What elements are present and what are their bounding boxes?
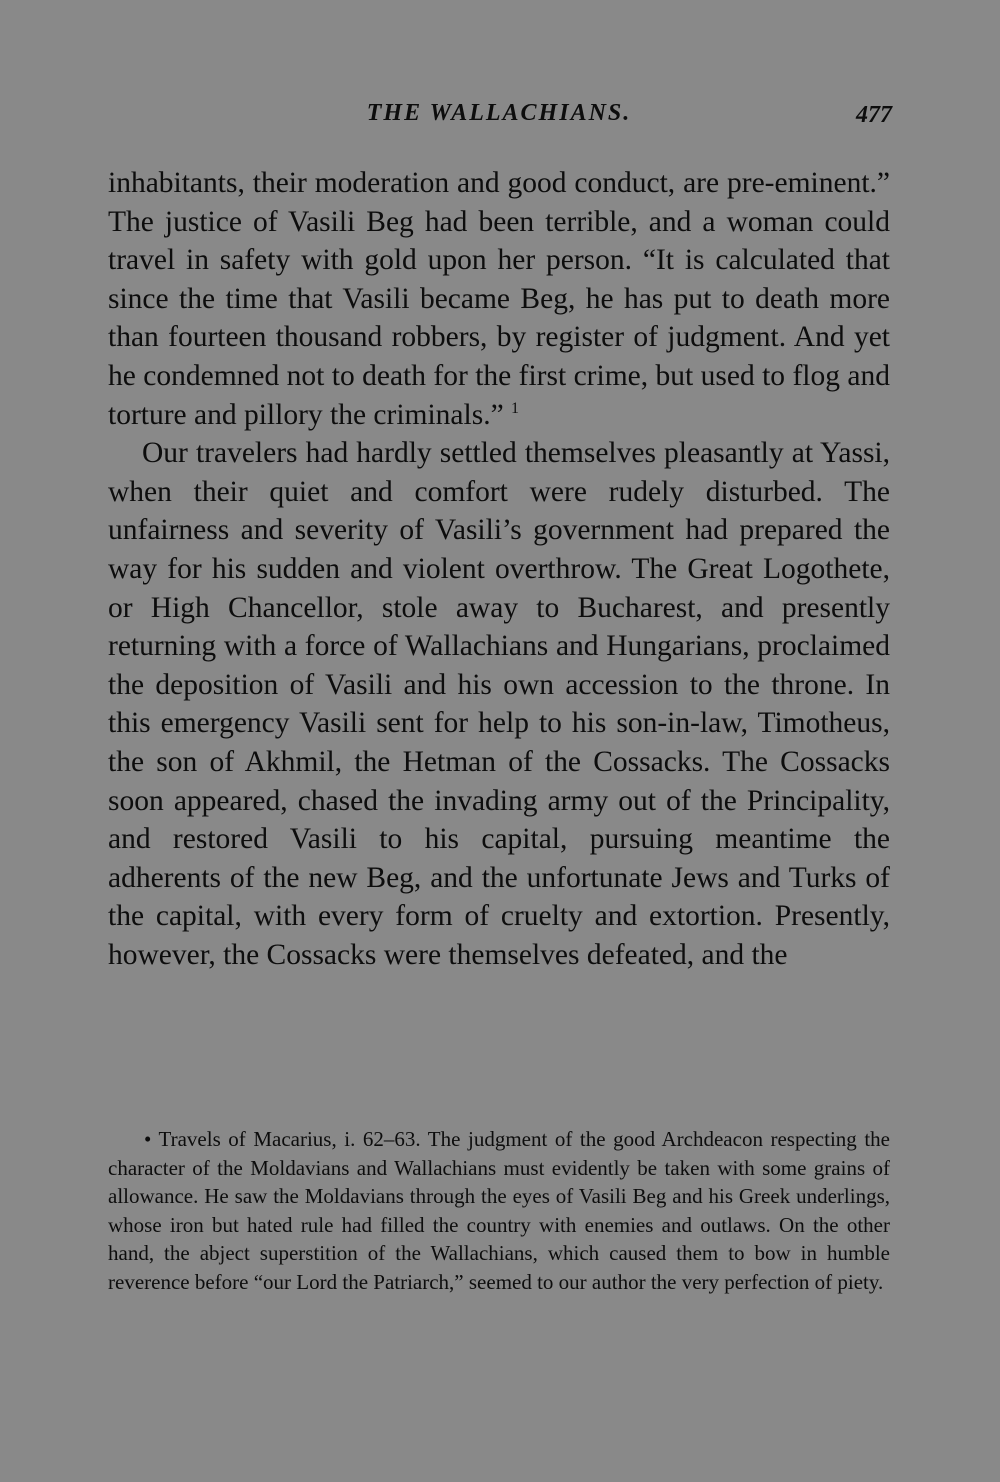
footnote-reference: 1 <box>511 399 520 417</box>
running-head <box>108 100 890 134</box>
body-text <box>108 164 890 974</box>
footnote <box>108 1125 890 1297</box>
page-number: 477 <box>856 102 892 128</box>
paragraph-1-text: inhabitants, their moderation and good conduct, are pre-eminent.” The justice of Vasili Beg had been terrible, and a woman could travel in safety with gold upon her person. “It is calculated that since the time that Vasili became Beg, he has put to death more than fourteen thousand robbers, by register of judgment. And yet he condemned not to death for the first crime, but used to flog and torture and pillory the criminals.” <box>108 167 890 431</box>
paragraph-2: Our travelers had hardly settled themselves pleasantly at Yassi, when their quiet and comfort were rudely disturbed. The unfairness and severity of Vasili’s government had prepared the way for his sudden and violent overthrow. The Great Logothete, or High Chancellor, stole away to Bucharest, and presently returning with a force of Wallachians and Hungarians, proclaimed the deposition of Vasili and his own accession to the throne. In this emergency Vasili sent for help to his son-in-law, Timotheus, the son of Akhmil, the Hetman of the Cossacks. The Cossacks soon appeared, chased the invading army out of the Principality, and restored Vasili to his capital, pursuing meantime the adherents of the new Beg, and the unfortunate Jews and Turks of the capital, with every form of cruelty and extortion. Presently, however, the Cossacks were themselves defeated, and the <box>108 437 890 971</box>
paragraph-1 <box>108 164 890 434</box>
running-title: THE WALLACHIANS. <box>366 100 632 126</box>
footnote-text: • Travels of Macarius, i. 62–63. The judgment of the good Archdeacon respecting the character of the Moldavians and Wallachians must evidently be taken with some grains of allowance. He saw the Moldavians through the eyes of Vasili Beg and his Greek underlings, whose iron but hated rule had filled the country with enemies and outlaws. On the other hand, the abject superstition of the Wallachians, which caused them to bow in humble reverence before “our Lord the Patriarch,” seemed to our author the very perfection of piety. <box>108 1127 890 1294</box>
